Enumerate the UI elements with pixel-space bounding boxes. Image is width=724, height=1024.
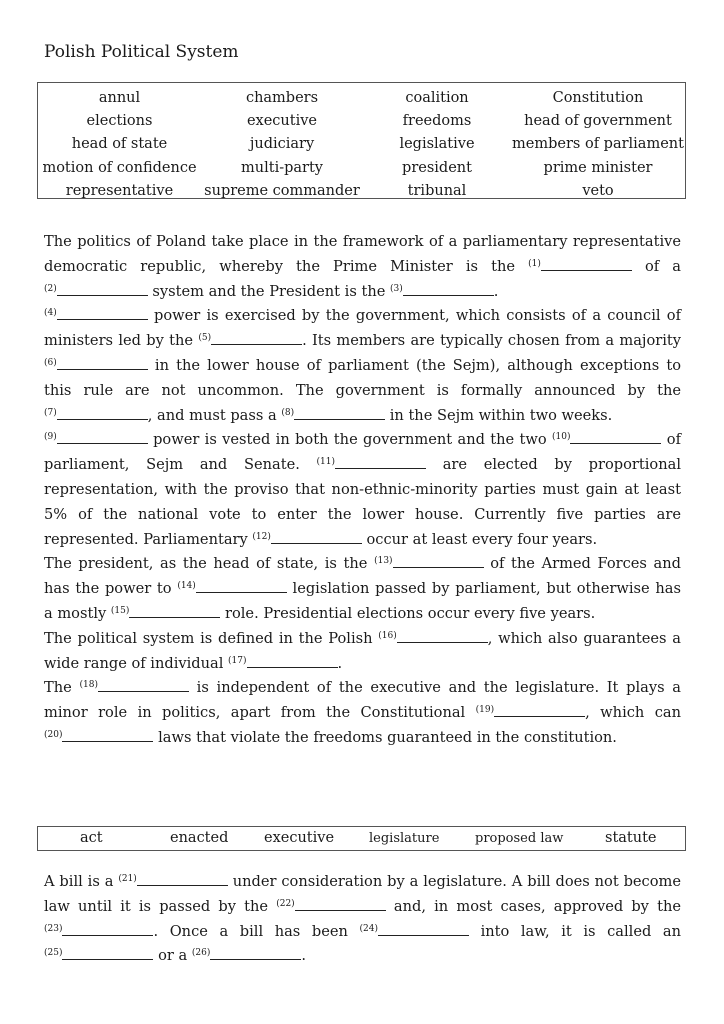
word-bank-row (38, 133, 685, 156)
blank-number: (1) (528, 258, 541, 269)
word-bank-word: legislature (369, 831, 440, 846)
word-bank-word: head of state (71, 136, 168, 153)
blank-number: (10) (551, 432, 571, 443)
blank-number: (12) (252, 531, 271, 542)
word-bank-word: prime minister (543, 159, 653, 176)
word-bank-word: motion of confidence (42, 159, 197, 176)
word-bank-word: act (80, 830, 103, 846)
blank-number: (14) (177, 581, 196, 592)
paragraph-text: or a (153, 947, 192, 965)
word-bank-row (38, 109, 685, 132)
word-bank-word: enacted (170, 830, 229, 846)
paragraph-text: laws that violate the freedoms guaranteed in the constitution. (153, 728, 617, 746)
paragraph-text: The president, as the head of state, is the (44, 555, 375, 573)
answer-blank[interactable] (403, 282, 494, 296)
paragraph-text: under consideration by a legislature. A bill does not become law until it is passed by the (44, 873, 681, 915)
word-bank-word: members of parliament (512, 136, 684, 153)
paragraph-text: , and must pass a (147, 406, 282, 424)
blank-number: (11) (316, 457, 336, 468)
answer-blank[interactable] (295, 897, 386, 911)
answer-blank[interactable] (57, 406, 148, 420)
blank-number: (25) (44, 948, 63, 959)
blank-number: (13) (374, 556, 393, 567)
answer-blank[interactable] (570, 430, 661, 444)
word-bank-word: head of government (524, 113, 672, 130)
paragraph-text: in the Sejm within two weeks. (385, 406, 613, 424)
answer-blank[interactable] (98, 678, 189, 692)
blank-number: (9) (44, 432, 57, 443)
blank-number: (21) (118, 874, 137, 884)
blank-number: (18) (79, 680, 98, 691)
paragraph (44, 428, 681, 552)
paragraph-text: into law, it is called an (468, 922, 681, 940)
paragraph-text: power is exercised by the government, which consists of a council of ministers led by the (44, 307, 681, 350)
answer-blank[interactable] (137, 872, 228, 886)
paragraph (44, 627, 681, 677)
paragraph-text: legislation passed by parliament, but otherwise has a mostly (44, 580, 681, 622)
paragraph-text: . Once a bill has been (153, 922, 360, 940)
blank-number: (7) (44, 407, 57, 418)
word-bank-word: Constitution (552, 89, 644, 106)
word-bank-word: representative (65, 183, 174, 200)
word-bank-word: statute (605, 830, 657, 846)
paragraph-text: occur at least every four years. (361, 530, 598, 548)
paragraph-text: of the Armed Forces and has the power to (44, 555, 682, 598)
answer-blank[interactable] (62, 728, 153, 742)
paragraph-text: of parliament, Sejm and Senate. (44, 431, 681, 474)
word-bank-word: freedoms (402, 113, 472, 130)
blank-number: (15) (110, 605, 130, 616)
blank-number: (16) (378, 630, 397, 641)
blank-number: (8) (281, 407, 295, 418)
word-bank-word: supreme commander (204, 183, 360, 200)
answer-blank[interactable] (378, 922, 469, 936)
paragraph-text: . (337, 654, 343, 672)
answer-blank[interactable] (62, 946, 153, 960)
paragraph-text: system and the President is the (147, 282, 391, 300)
answer-blank[interactable] (397, 629, 488, 643)
paragraph-text: power is vested in both the government and the two (147, 431, 552, 449)
answer-blank[interactable] (211, 331, 302, 345)
blank-number: (2) (44, 283, 57, 294)
paragraph-text: The (44, 679, 80, 697)
word-bank-word: legislative (399, 136, 475, 153)
paragraph-text: , which also guarantees a wide range of individual (44, 629, 681, 672)
word-bank-word: annul (98, 89, 141, 106)
blank-number: (3) (390, 283, 403, 294)
paragraph-text: . (493, 282, 499, 300)
blank-number: (5) (198, 333, 212, 344)
word-bank-word: veto (582, 183, 614, 200)
blank-number: (23) (44, 923, 63, 934)
paragraph-text: . (301, 947, 306, 965)
answer-blank[interactable] (271, 530, 362, 544)
word-bank-row (38, 180, 685, 203)
page-title: Polish Political System (44, 42, 239, 62)
answer-blank[interactable] (57, 282, 148, 296)
paragraph-text: of a (631, 257, 681, 275)
answer-blank[interactable] (57, 306, 148, 320)
blank-number: (22) (276, 898, 295, 909)
paragraph (44, 676, 681, 750)
paragraph-text: in the lower house of parliament (the Sejm), although exceptions to this rule are not uncommon. The government is formally announced by the (44, 356, 681, 399)
answer-blank[interactable] (210, 946, 301, 960)
paragraph-text: are elected by proportional representation, with the proviso that non-ethnic-minority parties must gain at least 5% of the national vote to enter the lower house. Currently five parties are represented. Parliamentary (44, 456, 681, 548)
paragraph (44, 304, 681, 428)
blank-number: (26) (191, 948, 211, 959)
paragraph (44, 230, 681, 304)
paragraph-text: is independent of the executive and the legislature. It plays a minor role in politics, apart from the Constitutional (44, 679, 681, 722)
paragraph-text: A bill is a (44, 873, 119, 890)
word-bank-word: executive (246, 113, 318, 130)
paragraph-text: . Its members are typically chosen from a majority (302, 332, 681, 350)
answer-blank[interactable] (335, 455, 426, 469)
passage-1 (44, 230, 681, 751)
answer-blank[interactable] (57, 430, 148, 444)
paragraph (44, 552, 681, 626)
paragraph-text: role. Presidential elections occur every five years. (220, 604, 596, 622)
answer-blank[interactable] (196, 579, 287, 593)
word-bank-1-table (38, 86, 685, 203)
paragraph-text: , which can (585, 704, 681, 722)
blank-number: (17) (228, 655, 247, 666)
word-bank-word: multi-party (241, 159, 323, 176)
paragraph-text: The political system is defined in the Polish (44, 629, 379, 647)
blank-number: (20) (44, 729, 63, 740)
answer-blank[interactable] (247, 654, 338, 668)
answer-blank[interactable] (294, 406, 385, 420)
word-bank-word: judiciary (249, 136, 315, 153)
word-bank-word: elections (86, 113, 153, 130)
word-bank-word: tribunal (407, 183, 467, 200)
blank-number: (24) (359, 923, 378, 934)
word-bank-word: chambers (245, 89, 319, 106)
blank-number: (19) (475, 705, 495, 716)
paragraph (44, 870, 681, 969)
answer-blank[interactable] (62, 922, 153, 936)
answer-blank[interactable] (541, 257, 632, 271)
word-bank-word: coalition (405, 89, 469, 106)
word-bank-1 (37, 82, 686, 199)
word-bank-row (38, 156, 685, 179)
paragraph-text: The politics of Poland take place in the framework of a parliamentary representative democratic republic, whereby the Prime Minister is the (44, 233, 681, 275)
word-bank-word: president (402, 159, 472, 176)
answer-blank[interactable] (57, 356, 148, 370)
blank-number: (6) (44, 357, 57, 368)
passage-2 (44, 870, 681, 969)
answer-blank[interactable] (393, 554, 484, 568)
word-bank-word: executive (264, 830, 335, 846)
word-bank-row (38, 86, 685, 109)
word-bank-2 (37, 826, 686, 851)
answer-blank[interactable] (129, 604, 220, 618)
word-bank-word: proposed law (475, 831, 564, 846)
blank-number: (4) (44, 308, 57, 319)
answer-blank[interactable] (494, 703, 585, 717)
paragraph-text: and, in most cases, approved by the (385, 897, 681, 915)
